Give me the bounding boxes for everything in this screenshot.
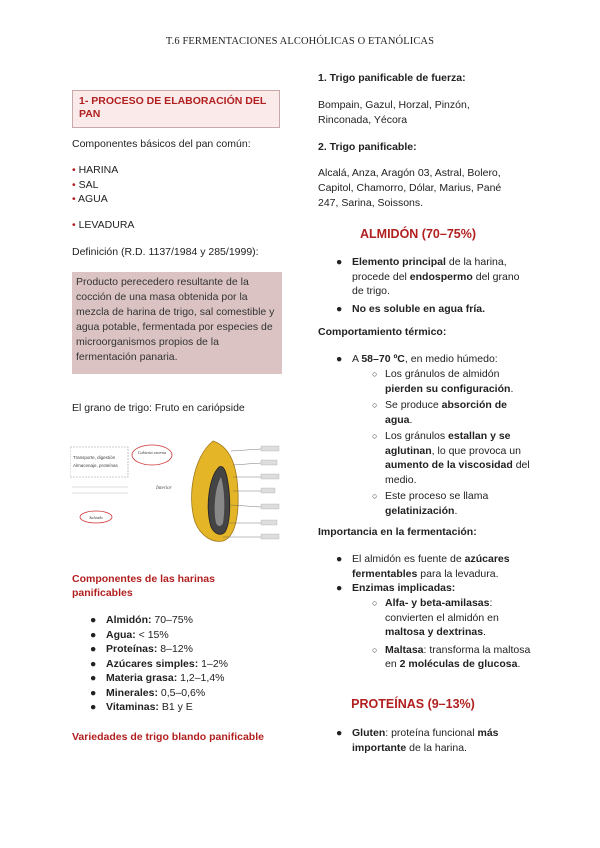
wheat-heading: 2. Trigo panificable:: [318, 141, 417, 153]
list-item: ● Vitaminas: B1 y E: [90, 701, 193, 713]
list-item: • HARINA: [72, 164, 119, 176]
list-item: ○ Los gránulos de almidón pierden su configuración.: [372, 368, 514, 395]
grain-diagram-notes: [70, 437, 180, 537]
flour-components-list: [90, 613, 290, 715]
page-title: T.6 FERMENTACIONES ALCOHÓLICAS O ETANÓLICAS: [165, 36, 435, 47]
wheat-list: Alcalá, Anza, Aragón 03, Astral, Bolero, Capitol, Chamorro, Dólar, Marius, Pané 247, Sarina, Soissons.: [318, 167, 502, 209]
list-item: ○ Maltasa: transforma la maltosa en 2 moléculas de glucosa.: [372, 643, 531, 670]
thermal-sublist: [372, 367, 532, 518]
thermal-heading: Comportamiento térmico:: [318, 326, 447, 338]
list-item: ● A 58–70 ºC, en medio húmedo:: [336, 353, 498, 365]
list-item: ● No es soluble en agua fría.: [336, 302, 486, 315]
list-item: ● Materia grasa: 1,2–1,4%: [90, 672, 225, 684]
components-list: [72, 163, 118, 207]
list-item: ○ Los gránulos estallan y se aglutinan, lo que provoca un aumento de la viscosidad del medio.: [372, 430, 530, 486]
list-item: ● Agua: < 15%: [90, 628, 169, 641]
section-heading-box: [72, 90, 280, 128]
proteins-title: PROTEÍNAS (9–13%): [351, 697, 475, 711]
thermal-list: [336, 352, 526, 367]
fermentation-list: [336, 552, 526, 596]
proteins-list: [336, 726, 526, 755]
oval-bottom-label: Salvado: [89, 515, 103, 520]
list-item: ● Almidón: 70–75%: [90, 614, 193, 626]
starch-title: ALMIDÓN (70–75%): [360, 227, 476, 241]
components-intro: Componentes básicos del pan común:: [72, 138, 251, 150]
list-item: • SAL: [72, 178, 99, 191]
fermentation-heading: Importancia en la fermentación:: [318, 526, 477, 538]
list-item: ○ Este proceso se llama gelatinización.: [372, 490, 489, 517]
strong-wheat-heading: 1. Trigo panificable de fuerza:: [318, 72, 466, 84]
flour-heading: Componentes de las harinas panificables: [72, 573, 215, 599]
note-storage: Almacenaje, proteínas: [73, 463, 118, 468]
starch-list: [336, 255, 526, 316]
list-item: ● Gluten: proteína funcional más importante de la harina.: [336, 727, 499, 754]
list-item: ● Minerales: 0,5–0,6%: [90, 686, 206, 699]
definition-label: Definición (R.D. 1137/1984 y 285/1999):: [72, 246, 259, 258]
varieties-heading: Variedades de trigo blando panificable: [72, 731, 264, 743]
interior-label: Interior: [156, 486, 172, 491]
leavening-item: • LEVADURA: [72, 219, 135, 231]
note-transport: Transporte, digestión: [73, 455, 116, 460]
definition-box: [72, 272, 282, 374]
enzyme-sublist: [372, 596, 532, 672]
list-item: ○ Se produce absorción de agua.: [372, 399, 507, 426]
list-item: ● El almidón es fuente de azúcares fermentables para la levadura.: [336, 553, 510, 580]
wheat-grain-image: [183, 437, 283, 545]
list-item: ○ Alfa- y beta-amilasas: convierten el almidón en maltosa y dextrinas.: [372, 597, 499, 638]
list-item: • AGUA: [72, 193, 108, 205]
strong-wheat-list: Bompain, Gazul, Horzal, Pinzón, Rinconada, Yécora: [318, 99, 470, 126]
list-item: ● Azúcares simples: 1–2%: [90, 657, 228, 670]
definition-text: Producto perecedero resultante de la cocción de una masa obtenida por la mezcla de harina de trigo, sal comestible y agua potable, fermentada por especies de microorganismos propios de la fermentación panaria.: [76, 276, 275, 363]
grain-label: El grano de trigo: Fruto en cariópside: [72, 402, 245, 414]
oval-top-label: Cubierta externa: [137, 450, 167, 455]
section-heading: 1- PROCESO DE ELABORACIÓN DEL PAN: [79, 95, 267, 120]
list-item: ● Enzimas implicadas:: [336, 582, 456, 594]
list-item: ● Elemento principal de la harina, procede del endospermo del grano de trigo.: [336, 256, 520, 297]
list-item: ● Proteínas: 8–12%: [90, 643, 193, 655]
